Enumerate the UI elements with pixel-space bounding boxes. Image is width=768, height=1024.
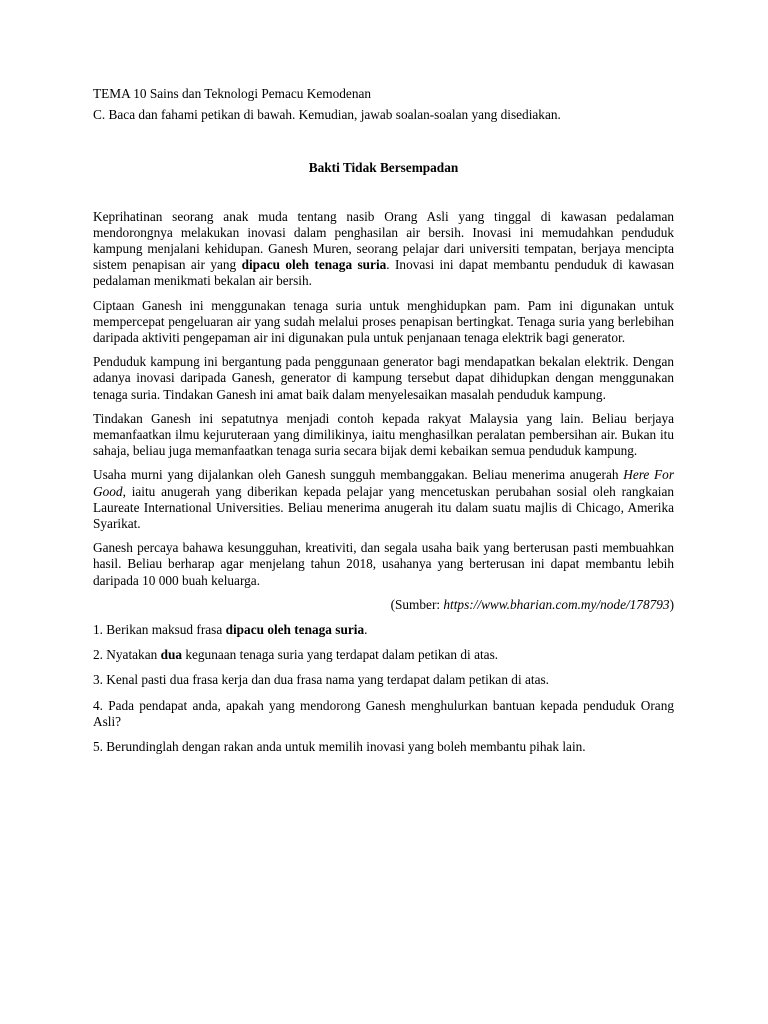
- source-citation: [93, 597, 674, 613]
- question-3: 3. Kenal pasti dua frasa kerja dan dua frasa nama yang terdapat dalam petikan di atas.: [93, 672, 549, 688]
- instruction-text: C. Baca dan fahami petikan di bawah. Kemudian, jawab soalan-soalan yang disediakan.: [93, 107, 561, 123]
- paragraph-text: . Inovasi ini dapat membantu penduduk di kawasan pedalaman menikmati bekalan air bersih.: [93, 257, 674, 289]
- award-name: Here For Good: [93, 467, 675, 499]
- question-text: 2. Nyatakan: [93, 647, 161, 663]
- article-paragraph-3: Penduduk kampung ini bergantung pada penggunaan generator bagi mendapatkan bekalan elektrik. Dengan adanya inovasi daripada Ganesh, generator di kampung tersebut dapat dihidupkan dengan menggunakan tenaga suria. Tindakan Ganesh ini amat baik dalam menyelesaikan masalah penduduk kampung.: [93, 354, 674, 402]
- bold-word: dua: [160, 647, 183, 663]
- article-paragraph-2: Ciptaan Ganesh ini menggunakan tenaga suria untuk menghidupkan pam. Pam ini digunakan untuk mempercepat pengeluaran air yang sudah melalui proses penapisan bertingkat. Tenaga suria yang berlebihan daripada aktiviti pengepaman air ini digunakan pula untuk penjanaan tenaga elektrik bagi generator.: [93, 297, 674, 346]
- question-text: kegunaan tenaga suria yang terdapat dalam petikan di atas.: [182, 647, 499, 663]
- bold-phrase: dipacu oleh tenaga suria: [241, 257, 387, 273]
- source-suffix: ): [669, 596, 674, 612]
- question-2: [93, 647, 674, 663]
- question-4: 4. Pada pendapat anda, apakah yang mendorong Ganesh menghulurkan bantuan kepada penduduk Orang Asli?: [93, 697, 674, 729]
- paragraph-text: Usaha murni yang dijalankan oleh Ganesh sungguh membanggakan. Beliau menerima anugerah: [93, 467, 624, 483]
- question-5: 5. Berundinglah dengan rakan anda untuk memilih inovasi yang boleh membantu pihak lain.: [93, 739, 586, 755]
- theme-heading: TEMA 10 Sains dan Teknologi Pemacu Kemodenan: [93, 86, 372, 101]
- article-paragraph-4: Tindakan Ganesh ini sepatutnya menjadi contoh kepada rakyat Malaysia yang lain. Beliau berjaya memanfaatkan ilmu kejuruteraan yang dimilikinya, iaitu menghasilkan peralatan pembersihan air. Bukan itu sahaja, beliau juga memanfaatkan tenaga suria secara bijak demi kebaikan semua penduduk kampung.: [93, 410, 674, 459]
- paragraph-text: , iaitu anugerah yang diberikan kepada pelajar yang mencetuskan perubahan sosial oleh rangkaian Laureate International Universities. Beliau menerima anugerah itu dalam suatu majlis di Chicago, Amerika Syarikat.: [93, 483, 674, 532]
- bold-phrase: dipacu oleh tenaga suria: [225, 622, 365, 638]
- question-text: .: [364, 622, 368, 638]
- source-url: https://www.bharian.com.my/node/178793: [443, 596, 670, 612]
- article-paragraph-5: [93, 467, 674, 532]
- source-prefix: (Sumber:: [390, 596, 444, 612]
- question-1: [93, 622, 674, 638]
- article-title: Bakti Tidak Bersempadan: [308, 160, 459, 176]
- document-page: [93, 86, 674, 764]
- question-text: 1. Berikan maksud frasa: [93, 622, 226, 638]
- article-paragraph-1: [93, 209, 674, 290]
- paragraph-text: Keprihatinan seorang anak muda tentang nasib Orang Asli yang tinggal di kawasan pedalaman mendorongnya melakukan inovasi dalam penghasilan air bersih. Inovasi ini memudahkan penduduk kampung menjalani kehidupan. Ganesh Muren, seorang pelajar dari universiti tempatan, berjaya mencipta sistem penapisan air yang: [93, 208, 674, 273]
- article-paragraph-6: Ganesh percaya bahawa kesungguhan, kreativiti, dan segala usaha baik yang berterusan pasti membuahkan hasil. Beliau berharap agar menjelang tahun 2018, usahanya yang berterusan ini dapat membantu lebih daripada 10 000 buah keluarga.: [93, 540, 674, 588]
